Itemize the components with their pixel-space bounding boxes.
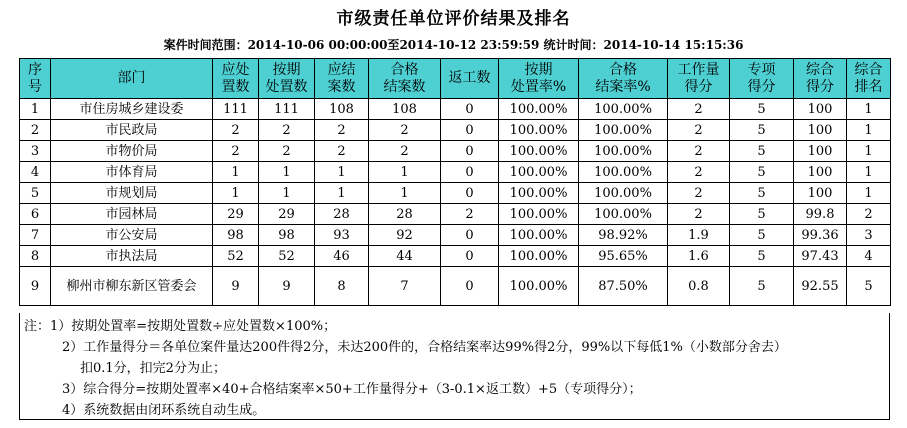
table-cell: 9: [259, 267, 315, 306]
header-text: 结案率%: [595, 78, 651, 95]
table-cell: 111: [259, 99, 315, 120]
table-cell: 98.92%: [579, 225, 668, 246]
header-cell: [315, 59, 369, 99]
table-cell: 1.9: [668, 225, 730, 246]
table-cell: 92.55: [794, 267, 847, 306]
table-cell: 2: [668, 162, 730, 183]
header-text: 序: [28, 61, 42, 78]
table-cell: 46: [315, 246, 369, 267]
table-cell: 111: [213, 99, 259, 120]
table-cell: 1: [847, 162, 891, 183]
table-cell: 100: [794, 183, 847, 204]
table-cell: 97.43: [794, 246, 847, 267]
table-cell: 52: [259, 246, 315, 267]
table-cell: 93: [315, 225, 369, 246]
table-cell: 29: [259, 204, 315, 225]
table-cell: 108: [369, 99, 441, 120]
table-cell: 5: [730, 246, 794, 267]
header-text: 案数: [327, 78, 356, 95]
department-cell: 市物价局: [51, 141, 213, 162]
header-text: 应处: [221, 61, 250, 78]
table-cell: 8: [20, 246, 51, 267]
table-cell: 100.00%: [499, 183, 579, 204]
table-cell: 100.00%: [579, 162, 668, 183]
table-cell: 28: [369, 204, 441, 225]
table-cell: 5: [730, 183, 794, 204]
table-cell: 1: [847, 141, 891, 162]
header-text: 得分: [684, 78, 713, 95]
table-cell: 100: [794, 99, 847, 120]
note-line: 注：1）按期处置率=按期处置数÷应处置数×100%；: [24, 319, 337, 334]
table-cell: 52: [213, 246, 259, 267]
table-cell: 2: [369, 141, 441, 162]
table-cell: 98: [213, 225, 259, 246]
header-cell: [51, 59, 213, 99]
note-line: 3）综合得分=按期处置率×40+合格结案率×50+工作量得分+（3-0.1×返工数）+5（专项得分）；: [62, 382, 642, 397]
note-line: 2）工作量得分＝各单位案件量达200件得2分，未达200件的，合格结案率达99%得2分，99%以下每低1%（小数部分舍去）: [62, 340, 787, 355]
table-cell: 2: [213, 120, 259, 141]
header-cell: [259, 59, 315, 99]
header-text: 工作量: [677, 61, 720, 78]
table-cell: 100.00%: [579, 183, 668, 204]
header-text: 专项: [747, 61, 776, 78]
header-cell: [369, 59, 441, 99]
table-cell: 5: [730, 99, 794, 120]
table-cell: 1: [259, 183, 315, 204]
table-cell: 1: [315, 162, 369, 183]
department-cell: 市住房城乡建设委: [51, 99, 213, 120]
table-cell: 0: [441, 120, 499, 141]
table-cell: 2: [315, 120, 369, 141]
department-cell: 市园林局: [51, 204, 213, 225]
header-text: 合格: [609, 61, 637, 78]
time-range-subtitle: 案件时间范围：2014-10-06 00:00:00至2014-10-12 23:59:59 统计时间：2014-10-14 15:15:36: [163, 38, 744, 52]
header-text: 部门: [117, 70, 146, 86]
header-text: 综合: [854, 61, 883, 78]
table-cell: 100.00%: [579, 141, 668, 162]
header-cell: [668, 59, 730, 99]
results-table: [19, 58, 891, 306]
table-cell: 5: [847, 267, 891, 306]
table-cell: 0: [441, 246, 499, 267]
department-cell: 柳州市柳东新区管委会: [51, 267, 213, 306]
table-cell: 3: [847, 225, 891, 246]
table-cell: 1: [369, 162, 441, 183]
department-cell: 市民政局: [51, 120, 213, 141]
table-cell: 100: [794, 120, 847, 141]
table-cell: 4: [847, 246, 891, 267]
table-cell: 100.00%: [579, 99, 668, 120]
header-cell: [441, 59, 499, 99]
table-cell: 1: [20, 99, 51, 120]
header-text: 排名: [854, 78, 883, 95]
table-cell: 0: [441, 267, 499, 306]
table-header-row: [20, 59, 891, 99]
table-cell: 99.36: [794, 225, 847, 246]
table-cell: 100.00%: [499, 225, 579, 246]
department-cell: 市体育局: [51, 162, 213, 183]
table-cell: 100.00%: [579, 120, 668, 141]
table-cell: 7: [20, 225, 51, 246]
header-cell: [579, 59, 668, 99]
table-cell: 44: [369, 246, 441, 267]
table-cell: 1: [369, 183, 441, 204]
table-row: [20, 267, 891, 306]
table-cell: 100: [794, 141, 847, 162]
table-cell: 100.00%: [499, 162, 579, 183]
header-text: 按期: [524, 61, 553, 78]
table-cell: 2: [668, 120, 730, 141]
page-title: 市级责任单位评价结果及排名: [336, 9, 571, 29]
table-cell: 2: [20, 120, 51, 141]
table-cell: 3: [20, 141, 51, 162]
table-cell: 100.00%: [499, 204, 579, 225]
header-text: 处置率%: [510, 78, 567, 95]
header-text: 处置数: [265, 78, 308, 95]
table-cell: 29: [213, 204, 259, 225]
table-cell: 5: [20, 183, 51, 204]
table-cell: 2: [441, 204, 499, 225]
table-cell: 1.6: [668, 246, 730, 267]
table-cell: 5: [730, 225, 794, 246]
department-cell: 市执法局: [51, 246, 213, 267]
header-cell: [20, 59, 51, 99]
table-cell: 0: [441, 225, 499, 246]
table-cell: 1: [315, 183, 369, 204]
table-cell: 2: [369, 120, 441, 141]
header-text: 得分: [747, 78, 776, 95]
table-cell: 108: [315, 99, 369, 120]
table-cell: 2: [668, 204, 730, 225]
table-cell: 4: [20, 162, 51, 183]
notes-section: [19, 313, 890, 420]
table-cell: 6: [20, 204, 51, 225]
table-cell: 1: [847, 183, 891, 204]
department-cell: 市规划局: [51, 183, 213, 204]
table-row: [20, 246, 891, 267]
table-cell: 100.00%: [499, 267, 579, 306]
table-cell: 100.00%: [579, 204, 668, 225]
header-text: 按期: [272, 61, 301, 78]
table-cell: 100.00%: [499, 120, 579, 141]
table-row: [20, 120, 891, 141]
header-text: 应结: [327, 61, 356, 78]
table-cell: 98: [259, 225, 315, 246]
table-cell: 7: [369, 267, 441, 306]
table-row: [20, 183, 891, 204]
table-cell: 8: [315, 267, 369, 306]
note-line: 4）系统数据由闭环系统自动生成。: [62, 403, 266, 418]
table-row: [20, 225, 891, 246]
table-cell: 100.00%: [499, 141, 579, 162]
header-cell: [847, 59, 891, 99]
header-cell: [794, 59, 847, 99]
table-cell: 0: [441, 162, 499, 183]
table-cell: 9: [20, 267, 51, 306]
table-row: [20, 162, 891, 183]
table-cell: 1: [213, 162, 259, 183]
table-cell: 1: [213, 183, 259, 204]
table-row: [20, 204, 891, 225]
table-cell: 5: [730, 267, 794, 306]
table-cell: 92: [369, 225, 441, 246]
table-cell: 2: [847, 204, 891, 225]
table-cell: 28: [315, 204, 369, 225]
table-cell: 100: [794, 162, 847, 183]
table-cell: 9: [213, 267, 259, 306]
header-text: 合格: [390, 61, 419, 78]
header-text: 得分: [806, 78, 834, 95]
table-cell: 95.65%: [579, 246, 668, 267]
header-cell: [499, 59, 579, 99]
header-text: 综合: [806, 61, 834, 78]
table-cell: 2: [213, 141, 259, 162]
table-cell: 5: [730, 204, 794, 225]
header-cell: [730, 59, 794, 99]
table-cell: 2: [259, 120, 315, 141]
table-cell: 2: [668, 183, 730, 204]
table-cell: 1: [847, 120, 891, 141]
table-cell: 100.00%: [499, 99, 579, 120]
table-cell: 2: [259, 141, 315, 162]
table-cell: 0: [441, 141, 499, 162]
table-cell: 5: [730, 141, 794, 162]
table-cell: 0.8: [668, 267, 730, 306]
table-cell: 99.8: [794, 204, 847, 225]
header-text: 置数: [221, 78, 250, 95]
table-cell: 2: [315, 141, 369, 162]
table-cell: 2: [668, 141, 730, 162]
table-cell: 87.50%: [579, 267, 668, 306]
note-line: 扣0.1分，扣完2分为止；: [80, 361, 226, 376]
header-cell: [213, 59, 259, 99]
table-cell: 0: [441, 183, 499, 204]
table-cell: 2: [668, 99, 730, 120]
table-cell: 1: [847, 99, 891, 120]
table-cell: 5: [730, 120, 794, 141]
header-text: 结案数: [383, 78, 426, 95]
header-text: 返工数: [448, 70, 491, 86]
header-text: 号: [28, 78, 42, 95]
table-row: [20, 141, 891, 162]
table-cell: 100.00%: [499, 246, 579, 267]
table-cell: 5: [730, 162, 794, 183]
table-cell: 0: [441, 99, 499, 120]
table-cell: 1: [259, 162, 315, 183]
department-cell: 市公安局: [51, 225, 213, 246]
table-row: [20, 99, 891, 120]
